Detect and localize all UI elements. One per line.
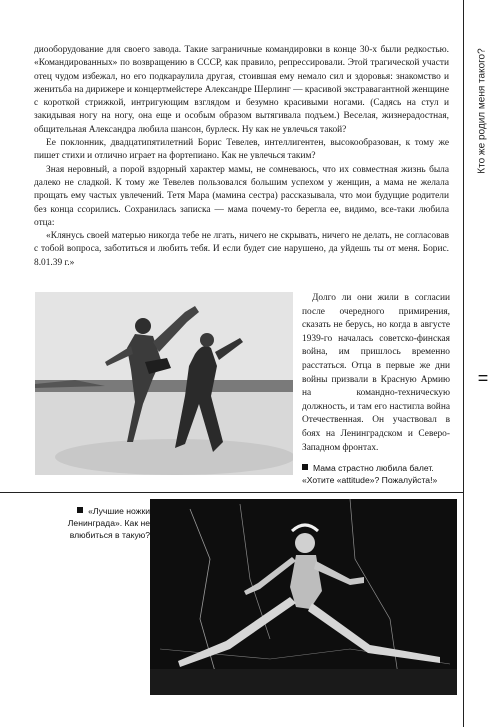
bullet-square-icon bbox=[77, 507, 83, 513]
horizontal-divider bbox=[0, 492, 464, 493]
photo-couple-beach bbox=[35, 292, 293, 475]
caption-photo-2 bbox=[50, 505, 150, 541]
side-mark: = bbox=[477, 368, 489, 388]
photo-dancer-illustration bbox=[150, 499, 457, 695]
caption-photo-1-text: Мама страстно любила балет. «Хотите «attitude»? Пожалуйста!» bbox=[302, 463, 438, 485]
photo-couple-illustration bbox=[35, 292, 293, 475]
side-strip bbox=[463, 222, 500, 727]
vertical-divider bbox=[463, 0, 464, 727]
paragraph-4: «Клянусь своей матерью никогда тебе не лгать, ничего не скрывать, ничего не делать, не согласовав с тобой вопроса, заботиться и любить тебя. И если будет сие нарушено, да уйдешь ты от меня. Борис. 8.01.39 г.» bbox=[34, 231, 449, 268]
main-text bbox=[34, 44, 449, 270]
running-head-text: Кто же родил меня такого? bbox=[476, 48, 488, 174]
running-head bbox=[463, 0, 500, 222]
caption-photo-1 bbox=[302, 462, 452, 486]
paragraph-1: диооборудование для своего завода. Такие заграничные командировки в конце 30-х были редкостью. «Командированных» по возвращению в СССР, как правило, репрессировали. Этой трагической участи отец чудом избежал, но его подкараулила другая, стоившая ему немало сил и здоровья: знакомство и женитьба на дирижере и концертмейстере Александре Шерлинг — красивой экстравагантной женщине с короткой стрижкой, интригующим взглядом и безумно красивыми ногами. (Садясь на стул и закидывая ногу на ногу, она еще и особым образом вытягивала подъем.) Веселая, жизнерадостная, общительная Александра любила шансон, бурлеск. Ну как не увлечься такой? bbox=[34, 45, 449, 135]
paragraph-3: Зная неровный, а порой вздорный характер мамы, не сомневаюсь, что их совместная жизнь была далеко не сладкой. К тому же Тевелев пользовался большим успехом у женщин, а мама не желала прощать ему частых увлечений. Тетя Мара (мамина сестра) рассказывала, что мои будущие родители без конца ссорились. Сохранилась записка — мама почему-то берегла ее, видимо, все-таки любила отца: bbox=[34, 164, 449, 228]
side-column-text bbox=[302, 292, 450, 455]
side-paragraph: Долго ли они жили в согласии после очередного примирения, сказать не берусь, но когда в августе 1939-го началась советско-финская война, им пришлось временно расстаться. Отца в первые же дни войны призвали в Красную Армию на командно-техническую должность, и там его настигла война Отечественная. Он участвовал в боях на Ленинградском и Северо-Западном фронтах. bbox=[302, 293, 450, 453]
paragraph-2: Ее поклонник, двадцатипятилетний Борис Тевелев, интеллигентен, высокообразован, к тому же пишет стихи и отлично играет на фортепиано. Как не увлечься таким? bbox=[34, 138, 449, 162]
photo-dancer bbox=[150, 499, 457, 695]
bullet-square-icon bbox=[302, 464, 308, 470]
caption-photo-2-text: «Лучшие ножки Ленинграда». Как не влюбиться в такую? bbox=[67, 506, 150, 540]
